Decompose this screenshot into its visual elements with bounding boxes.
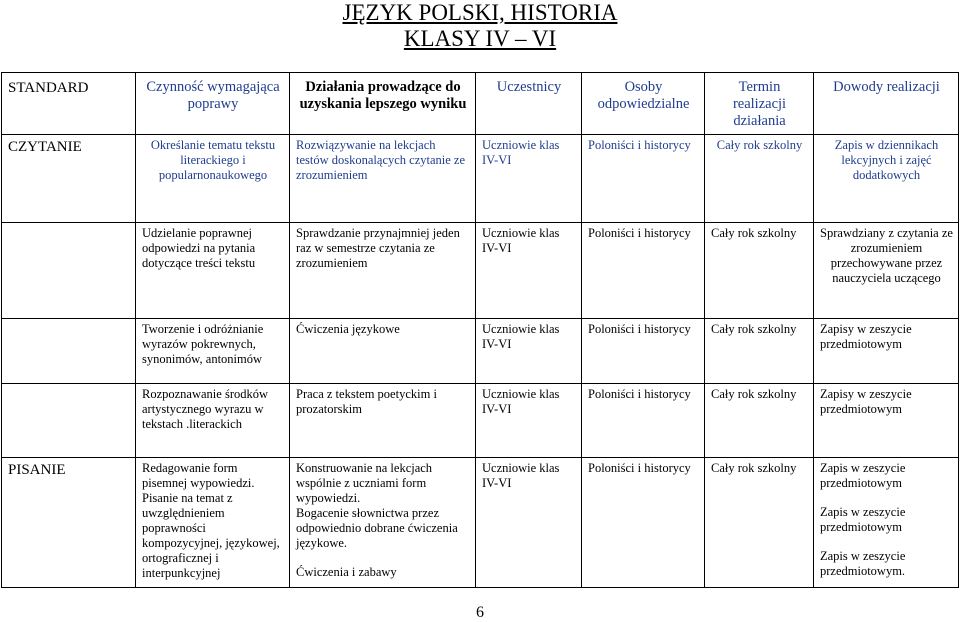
document-subtitle: KLASY IV – VI xyxy=(403,26,557,51)
row-uczestnicy: Uczniowie klas IV-VI xyxy=(476,384,582,458)
row-osoby: Poloniści i historycy xyxy=(582,319,705,384)
row-dzialania: Rozwiązywanie na lekcjach testów doskonalących czytanie ze zrozumieniem xyxy=(290,135,476,223)
row-dzialania: Praca z tekstem poetyckim i prozatorskim xyxy=(290,384,476,458)
header-uczestnicy: Uczestnicy xyxy=(476,73,582,135)
row-czynnosc: Redagowanie form pisemnej wypowiedzi. Pisanie na temat z uwzględnieniem poprawności kompozycyjnej, językowej, ortograficznej i interpunkcyjnej xyxy=(136,458,290,588)
row-uczestnicy: Uczniowie klas IV-VI xyxy=(476,458,582,588)
table-row xyxy=(2,135,959,223)
row-dzialania-line: Ćwiczenia i zabawy xyxy=(296,565,397,579)
header-czynnosc: Czynność wymagająca poprawy xyxy=(136,73,290,135)
header-termin: Termin realizacji działania xyxy=(705,73,814,135)
row-dowody: Zapisy w zeszycie przedmiotowym xyxy=(814,384,959,458)
row-osoby: Poloniści i historycy xyxy=(582,223,705,319)
row-dowody-line: Zapis w zeszycie przedmiotowym xyxy=(820,505,906,534)
row-standard xyxy=(2,319,136,384)
row-uczestnicy: Uczniowie klas IV-VI xyxy=(476,135,582,223)
row-dowody-line: Zapis w zeszycie przedmiotowym xyxy=(820,461,906,490)
row-standard xyxy=(2,223,136,319)
row-standard: CZYTANIE xyxy=(2,135,136,223)
row-dzialania-line: Konstruowanie na lekcjach wspólnie z uczniami form wypowiedzi. xyxy=(296,461,433,505)
row-termin: Cały rok szkolny xyxy=(705,319,814,384)
row-osoby: Poloniści i historycy xyxy=(582,135,705,223)
page-number: 6 xyxy=(476,604,484,621)
row-dzialania-cell xyxy=(290,458,476,588)
row-termin: Cały rok szkolny xyxy=(705,135,814,223)
table-row xyxy=(2,319,959,384)
table-row xyxy=(2,223,959,319)
row-czynnosc: Udzielanie poprawnej odpowiedzi na pytania dotyczące treści tekstu xyxy=(136,223,290,319)
header-row xyxy=(2,73,959,135)
table-row xyxy=(2,384,959,458)
row-dowody-line: Zapis w zeszycie przedmiotowym. xyxy=(820,549,906,578)
row-czynnosc: Określanie tematu tekstu literackiego i popularnonaukowego xyxy=(136,135,290,223)
row-termin: Cały rok szkolny xyxy=(705,223,814,319)
header-osoby: Osoby odpowiedzialne xyxy=(582,73,705,135)
header-standard: STANDARD xyxy=(2,73,136,135)
row-dowody: Zapisy w zeszycie przedmiotowym xyxy=(814,319,959,384)
row-osoby: Poloniści i historycy xyxy=(582,384,705,458)
row-uczestnicy: Uczniowie klas IV-VI xyxy=(476,223,582,319)
row-dzialania: Ćwiczenia językowe xyxy=(290,319,476,384)
row-standard: PISANIE xyxy=(2,458,136,588)
plan-table xyxy=(1,72,959,588)
row-standard xyxy=(2,384,136,458)
document-title: JĘZYK POLSKI, HISTORIA xyxy=(342,0,618,25)
row-czynnosc: Rozpoznawanie środków artystycznego wyrazu w tekstach .literackich xyxy=(136,384,290,458)
row-uczestnicy: Uczniowie klas IV-VI xyxy=(476,319,582,384)
header-dzialania: Działania prowadzące do uzyskania lepszego wyniku xyxy=(290,73,476,135)
row-osoby: Poloniści i historycy xyxy=(582,458,705,588)
header-dowody: Dowody realizacji xyxy=(814,73,959,135)
row-dowody-cell xyxy=(814,458,959,588)
row-dowody: Sprawdziany z czytania ze zrozumieniem przechowywane przez nauczyciela uczącego xyxy=(814,223,959,319)
table-row xyxy=(2,458,959,588)
row-dzialania: Sprawdzanie przynajmniej jeden raz w semestrze czytania ze zrozumieniem xyxy=(290,223,476,319)
row-termin: Cały rok szkolny xyxy=(705,458,814,588)
row-czynnosc: Tworzenie i odróżnianie wyrazów pokrewnych, synonimów, antonimów xyxy=(136,319,290,384)
row-dowody: Zapis w dziennikach lekcyjnych i zajęć dodatkowych xyxy=(814,135,959,223)
row-dzialania-line: Bogacenie słownictwa przez odpowiednio dobrane ćwiczenia językowe. xyxy=(296,506,458,550)
row-termin: Cały rok szkolny xyxy=(705,384,814,458)
